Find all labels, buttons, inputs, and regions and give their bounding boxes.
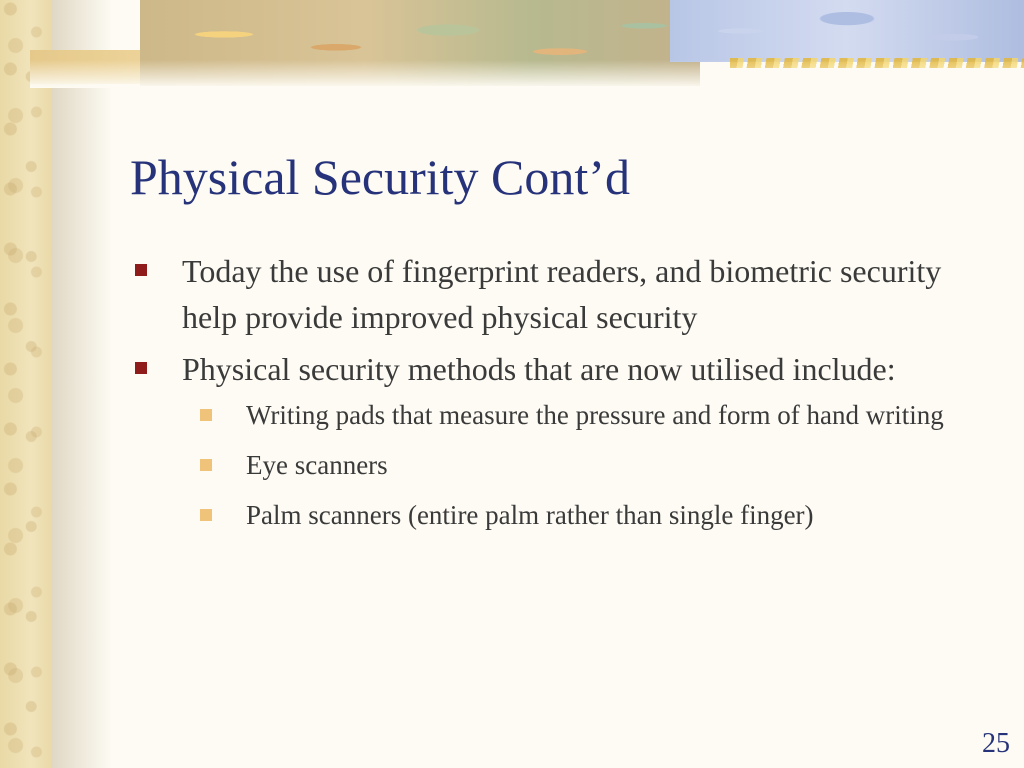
bullet-text: Physical security methods that are now utilised include: (182, 351, 896, 387)
square-bullet-icon (135, 362, 147, 374)
sub-bullet-text: Eye scanners (246, 450, 388, 480)
bullet-item (128, 346, 988, 534)
sub-bullet-text: Writing pads that measure the pressure and form of hand writing (246, 400, 944, 430)
square-sub-bullet-icon (200, 409, 212, 421)
slide-number: 25 (982, 728, 1010, 759)
square-sub-bullet-icon (200, 509, 212, 521)
sub-bullet-list (182, 396, 988, 534)
banner-fade (30, 60, 1024, 88)
left-decorative-strip (0, 0, 52, 768)
sub-bullet-item (182, 396, 988, 434)
sub-bullet-text: Palm scanners (entire palm rather than single finger) (246, 500, 814, 530)
slide-title: Physical Security Cont’d (130, 149, 630, 205)
bullet-item (128, 248, 988, 340)
sub-bullet-item (182, 496, 988, 534)
left-strip-shadow (52, 0, 112, 768)
bullet-text: Today the use of fingerprint readers, and biometric security help provide improved physical security (182, 253, 942, 335)
square-sub-bullet-icon (200, 459, 212, 471)
sub-bullet-item (182, 446, 988, 484)
bullet-list (128, 248, 988, 546)
top-decorative-banner (30, 0, 1024, 88)
banner-blue-image (670, 0, 1024, 62)
square-bullet-icon (135, 264, 147, 276)
